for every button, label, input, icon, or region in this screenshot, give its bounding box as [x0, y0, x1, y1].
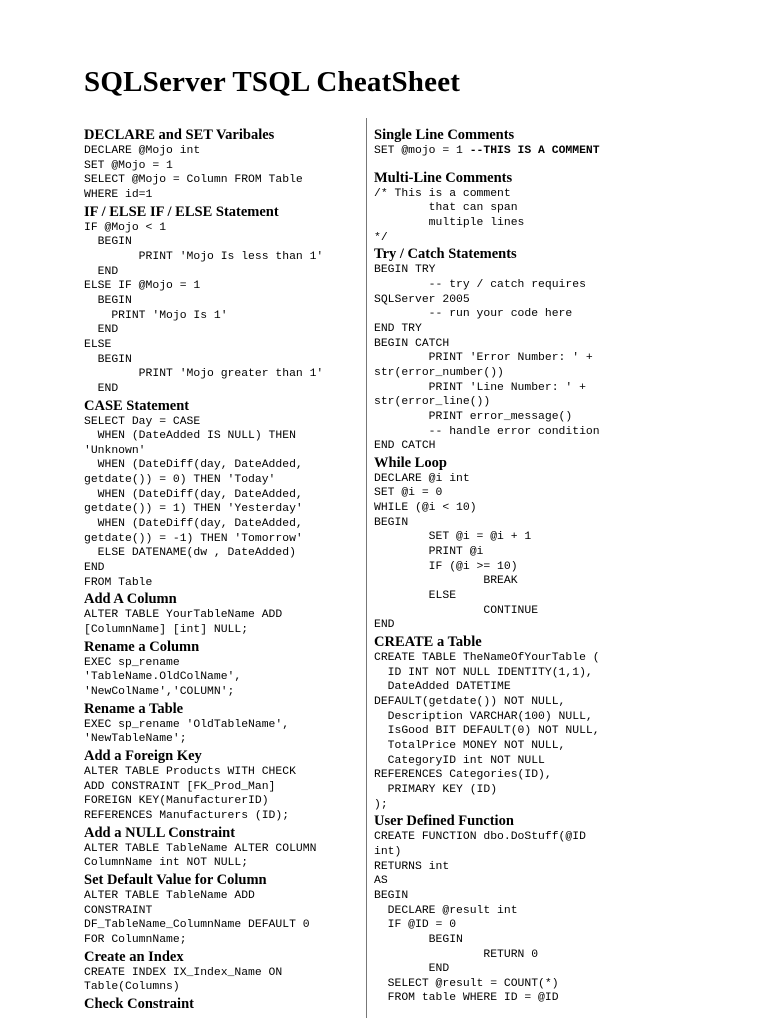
code-block: ALTER TABLE Products WITH CHECK ADD CONSTRAINT [FK_Prod_Man] FOREIGN KEY(ManufacturerID) REFERENCES Manufacturers (ID);	[84, 765, 296, 822]
section-null-constraint	[84, 824, 360, 871]
code-block: SELECT Day = CASE WHEN (DateAdded IS NULL) THEN 'Unknown' WHEN (DateDiff(day, DateAdded, getdate()) = 0) THEN 'Today' WHEN (DateDiff(day, DateAdded, getdate()) = 1) THEN 'Yesterday' WHEN (DateDiff(day, DateAdded, getdate()) = -1) THEN 'Tomorrow' ELSE DATENAME(dw , DateAdded) END FROM Table	[84, 415, 303, 589]
section-declare-set	[84, 126, 360, 203]
section-heading: Add a Foreign Key	[84, 747, 202, 764]
section-heading: While Loop	[374, 454, 447, 471]
section-heading: CREATE a Table	[374, 634, 482, 651]
section-heading: DECLARE and SET Varibales	[84, 127, 275, 143]
page-title: SQLServer TSQL CheatSheet	[84, 66, 461, 98]
section-heading: Rename a Table	[84, 700, 184, 717]
section-check-constraint	[84, 995, 360, 1013]
section-add-column	[84, 590, 360, 637]
section-heading: Rename a Column	[84, 638, 200, 655]
code-block: BEGIN TRY -- try / catch requires SQLServer 2005 -- run your code here END TRY BEGIN CATCH PRINT 'Error Number: ' + str(error_number()) PRINT 'Line Number: ' + str(error_line()) PRINT error_message() -- handle error condition END CATCH	[374, 264, 600, 453]
section-multi-line-comments	[374, 169, 754, 246]
section-heading: User Defined Function	[374, 813, 514, 830]
code-block: EXEC sp_rename 'OldTableName', 'NewTableName';	[84, 718, 290, 746]
section-try-catch	[374, 245, 754, 454]
code-block: CREATE TABLE TheNameOfYourTable ( ID INT NOT NULL IDENTITY(1,1), DateAdded DATETIME DEFAULT(getdate()) NOT NULL, Description VARCHAR(100) NULL, IsGood BIT DEFAULT(0) NOT NULL, TotalPrice MONEY NOT NULL, CategoryID int NOT NULL REFERENCES Categories(ID), PRIMARY KEY (ID) );	[374, 652, 600, 811]
code-block	[374, 144, 754, 159]
right-column	[374, 126, 754, 1006]
section-heading: Add a NULL Constraint	[84, 824, 236, 841]
code-block: ALTER TABLE TableName ADD CONSTRAINT DF_TableName_ColumnName DEFAULT 0 FOR ColumnName;	[84, 889, 310, 946]
code-block: ALTER TABLE TableName ALTER COLUMN ColumnName int NOT NULL;	[84, 842, 317, 870]
section-create-index	[84, 948, 360, 995]
section-foreign-key	[84, 747, 360, 824]
column-divider	[366, 118, 367, 1018]
section-heading: Set Default Value for Column	[84, 871, 267, 888]
section-rename-column	[84, 638, 360, 700]
section-while-loop	[374, 454, 754, 633]
section-heading: Multi-Line Comments	[374, 169, 513, 186]
section-heading: Add A Column	[84, 591, 177, 608]
section-default-value	[84, 871, 360, 948]
section-if-else	[84, 203, 360, 397]
section-single-line-comments	[374, 126, 754, 159]
left-column	[84, 126, 360, 1013]
section-heading: Try / Catch Statements	[374, 246, 517, 263]
section-rename-table	[84, 700, 360, 747]
code-block: ALTER TABLE YourTableName ADD [ColumnName] [int] NULL;	[84, 609, 283, 637]
section-heading: Single Line Comments	[374, 127, 515, 143]
section-heading: CASE Statement	[84, 397, 190, 414]
section-case-statement	[84, 397, 360, 591]
code-text: SET @mojo = 1	[374, 145, 470, 157]
section-create-table	[374, 633, 754, 812]
section-heading: Check Constraint	[84, 995, 194, 1012]
section-heading: IF / ELSE IF / ELSE Statement	[84, 203, 279, 220]
spacer	[374, 159, 754, 169]
section-user-defined-function	[374, 812, 754, 1006]
code-block: /* This is a comment that can span multiple lines */	[374, 187, 525, 244]
code-block: CREATE INDEX IX_Index_Name ON Table(Columns)	[84, 966, 283, 994]
code-block: DECLARE @Mojo int SET @Mojo = 1 SELECT @Mojo = Column FROM Table WHERE id=1	[84, 145, 303, 201]
code-block: IF @Mojo < 1 BEGIN PRINT 'Mojo Is less than 1' END ELSE IF @Mojo = 1 BEGIN PRINT 'Mojo Is 1' END ELSE BEGIN PRINT 'Mojo greater than 1' END	[84, 221, 324, 395]
comment-text: --THIS IS A COMMENT	[469, 145, 600, 157]
section-heading: Create an Index	[84, 948, 184, 965]
code-block: CREATE FUNCTION dbo.DoStuff(@ID int) RETURNS int AS BEGIN DECLARE @result int IF @ID = 0 BEGIN RETURN 0 END SELECT @result = COUNT(*) FROM table WHERE ID = @ID	[374, 831, 586, 1005]
code-block: EXEC sp_rename 'TableName.OldColName', 'NewColName','COLUMN';	[84, 656, 242, 698]
code-block: DECLARE @i int SET @i = 0 WHILE (@i < 10) BEGIN SET @i = @i + 1 PRINT @i IF (@i >= 10) BREAK ELSE CONTINUE END	[374, 472, 539, 632]
